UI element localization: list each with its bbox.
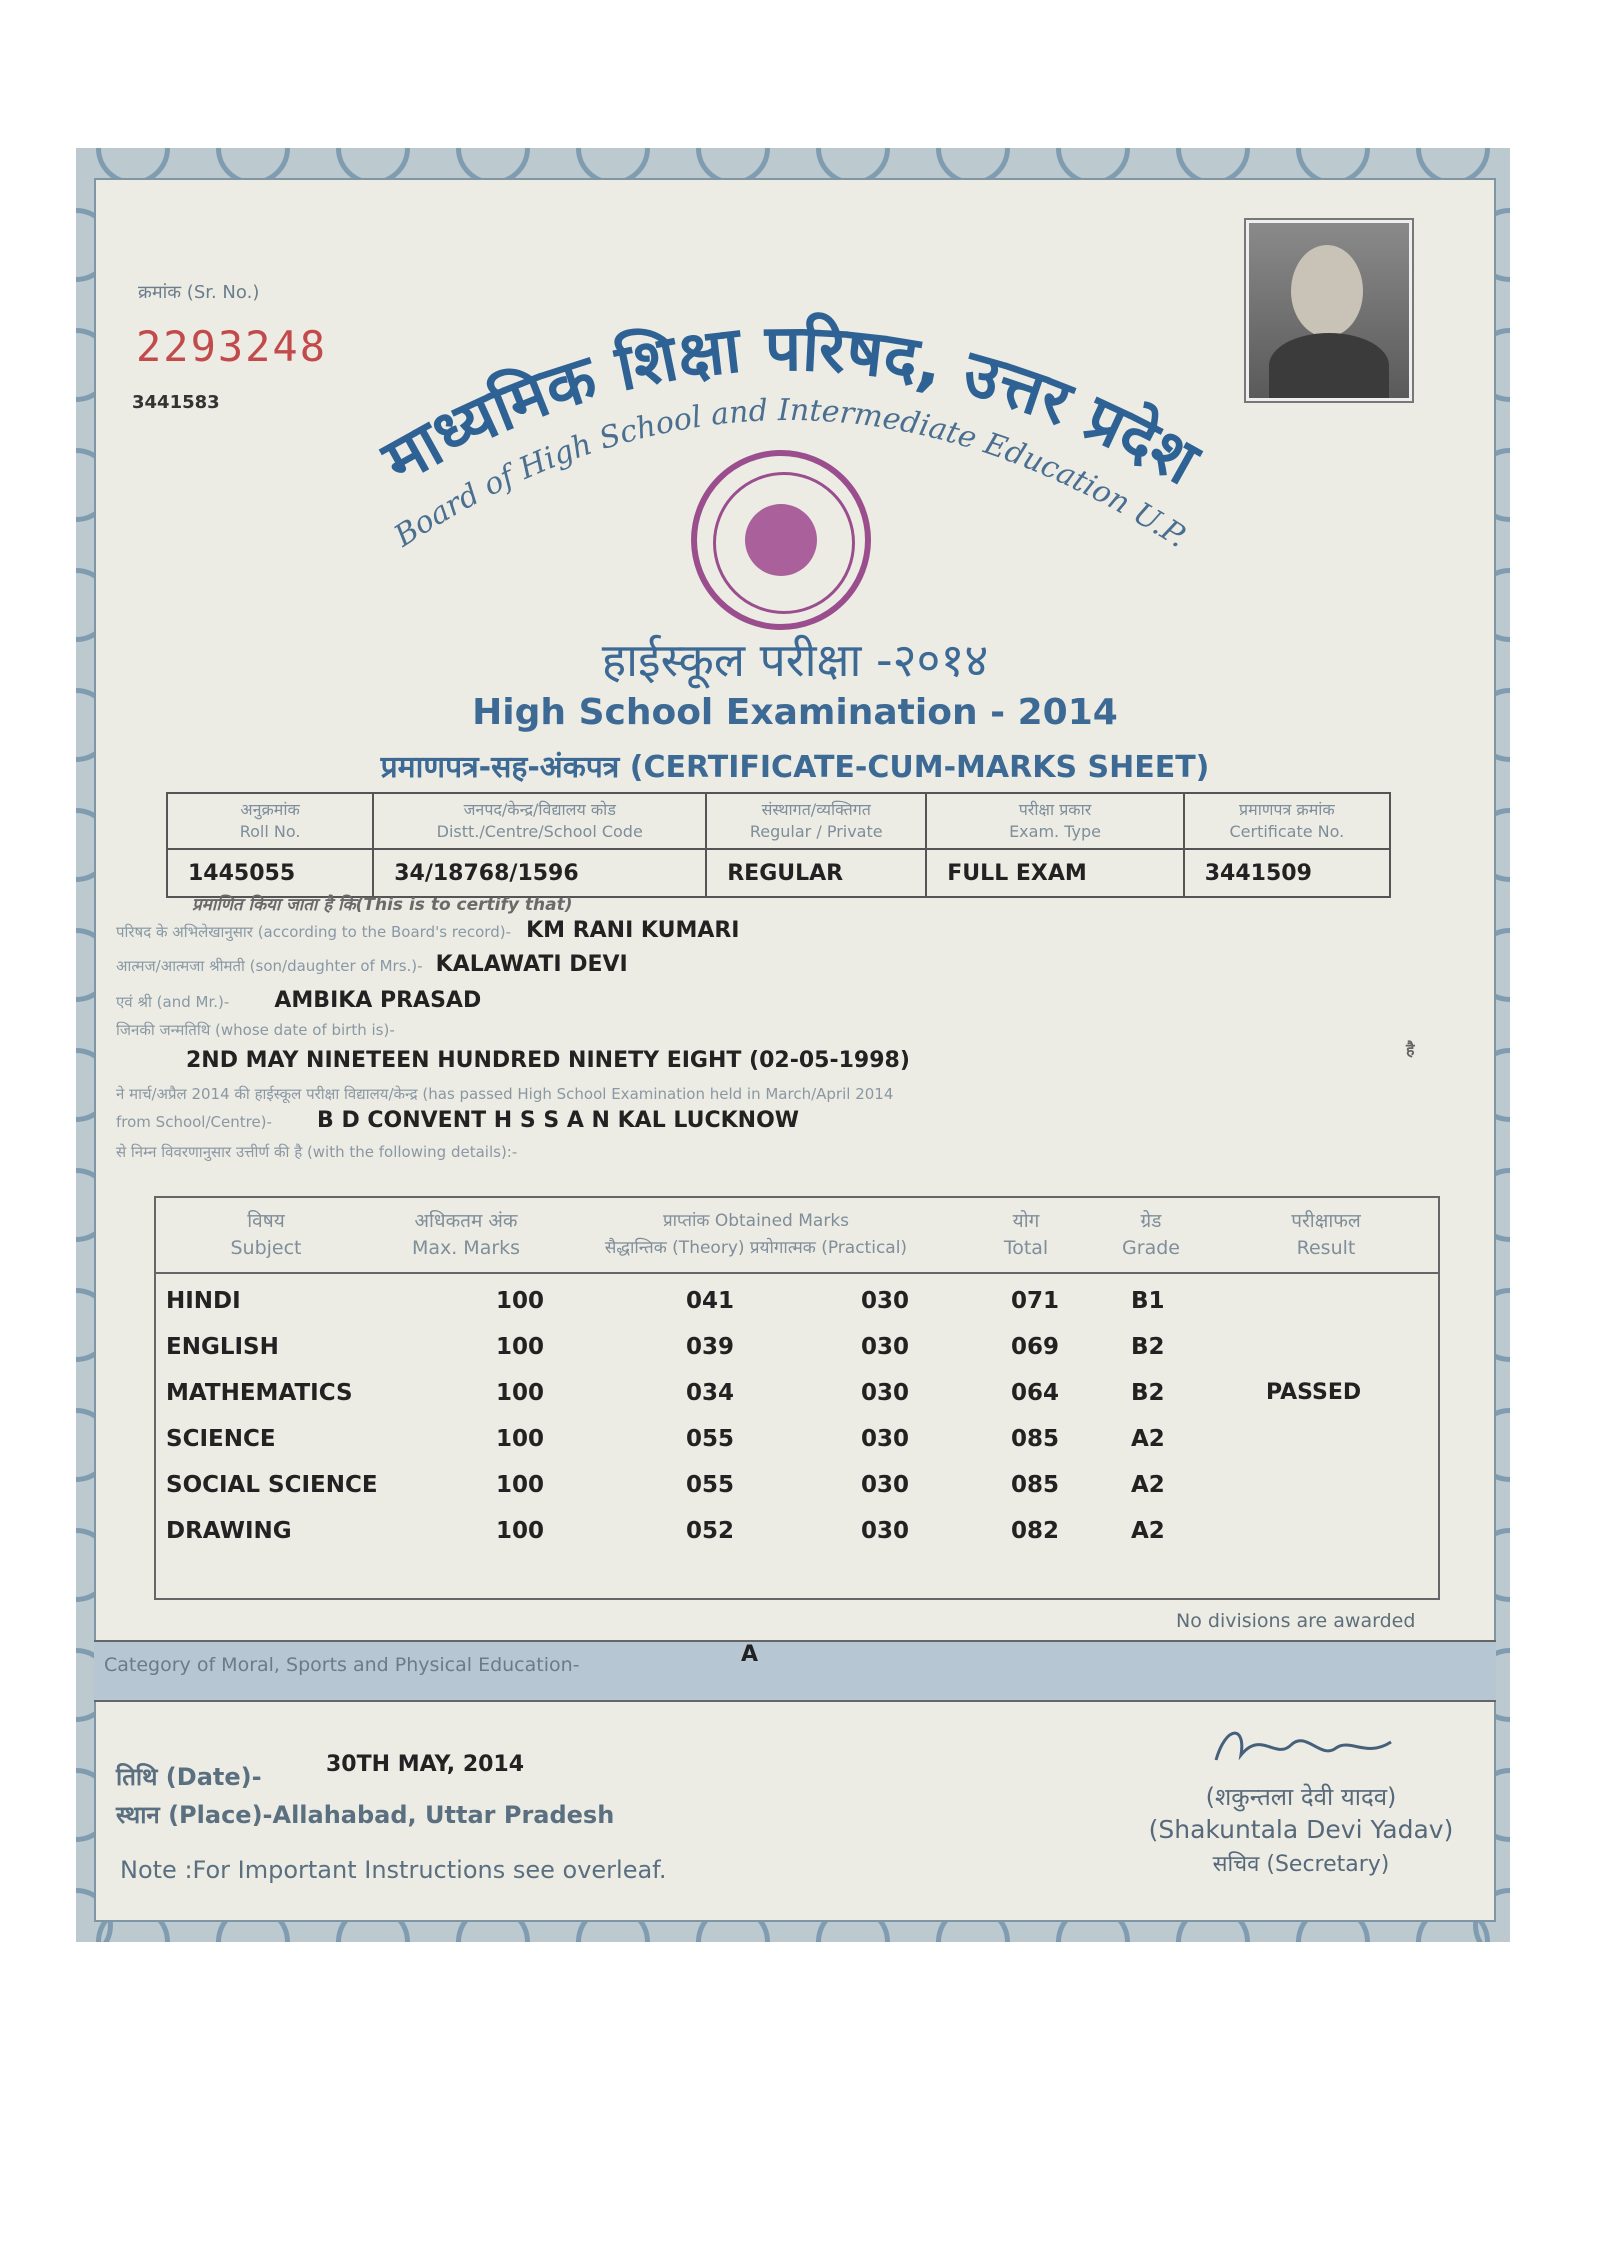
student-name: KM RANI KUMARI [526,918,740,943]
total-header: योग Total [1003,1210,1049,1259]
mother-name-line [116,952,628,977]
grade-cell: B1 [1131,1288,1165,1314]
certificate-document [76,148,1510,1942]
max-marks-header: अधिकतम अंक Max. Marks [411,1210,521,1259]
place-line [116,1798,614,1831]
secretary-signature [1206,1720,1406,1780]
grade-cell: A2 [1131,1472,1165,1498]
max-marks-cell: 100 [496,1380,545,1406]
exam-title-english: High School Examination - 2014 [472,692,1118,733]
certificate-no-value: 3441509 [1184,849,1390,897]
grade-cell: A2 [1131,1426,1165,1452]
marks-row [156,1472,1438,1518]
passed-exam-label: ने मार्च/अप्रैल 2014 की हाईस्कूल परीक्षा विद्यालय/केन्द्र (has passed High School Examination held in March/April 2014 [116,1085,894,1103]
total-marks-cell: 064 [1011,1380,1060,1406]
father-name-line [116,988,481,1013]
category-value: A [741,1642,759,1667]
grade-cell: B2 [1131,1334,1165,1360]
theory-marks-cell: 055 [686,1426,735,1452]
theory-marks-cell: 055 [686,1472,735,1498]
marks-row [156,1380,1438,1426]
practical-marks-cell: 030 [861,1426,910,1452]
details-label: से निम्न विवरणानुसार उत्तीर्ण की है (with the following details):- [116,1143,518,1161]
regular-private-value: REGULAR [706,849,926,897]
theory-marks-cell: 052 [686,1518,735,1544]
signatory-name-english: (Shakuntala Devi Yadav) [1148,1815,1454,1844]
serial-sub-number: 3441583 [132,392,220,413]
date-label: तिथि (Date)- [116,1763,262,1791]
max-marks-cell: 100 [496,1518,545,1544]
roll-no-value: 1445055 [167,849,373,897]
board-english-name: Board of High School and Intermediate Education U.P. [388,392,1194,555]
school-line [116,1108,799,1133]
practical-marks-cell: 030 [861,1380,910,1406]
certify-intro: प्रमाणित किया जाता है कि(This is to certify that) [192,895,573,915]
practical-marks-cell: 030 [861,1334,910,1360]
theory-marks-cell: 034 [686,1380,735,1406]
result-value: PASSED [1266,1380,1362,1405]
max-marks-cell: 100 [496,1426,545,1452]
max-marks-cell: 100 [496,1472,545,1498]
serial-label: क्रमांक (Sr. No.) [138,282,260,303]
subject-cell: HINDI [166,1288,241,1314]
place-value: Allahabad, Uttar Pradesh [272,1801,615,1829]
practical-marks-cell: 030 [861,1288,910,1314]
marks-row [156,1288,1438,1334]
marks-row [156,1334,1438,1380]
result-header: परीक्षाफल Result [1291,1210,1361,1259]
grade-cell: B2 [1131,1380,1165,1406]
exam-type-header: परीक्षा प्रकार Exam. Type [926,793,1183,849]
total-marks-cell: 085 [1011,1472,1060,1498]
max-marks-cell: 100 [496,1334,545,1360]
subject-cell: SCIENCE [166,1426,276,1452]
total-marks-cell: 085 [1011,1426,1060,1452]
serial-number: 2293248 [136,322,328,371]
max-marks-cell: 100 [496,1288,545,1314]
subject-cell: SOCIAL SCIENCE [166,1472,378,1498]
father-name: AMBIKA PRASAD [274,988,482,1013]
issue-date: 30TH MAY, 2014 [326,1752,525,1777]
school-code-header: जनपद/केन्द्र/विद्यालय कोड Distt./Centre/School Code [373,793,706,849]
mother-name: KALAWATI DEVI [435,952,628,977]
subject-header: विषय Subject [230,1210,302,1259]
signatory-title: सचिव (Secretary) [1212,1852,1390,1877]
grade-header: ग्रेड Grade [1122,1210,1180,1259]
total-marks-cell: 082 [1011,1518,1060,1544]
grade-cell: A2 [1131,1518,1165,1544]
marks-row [156,1518,1438,1564]
practical-marks-cell: 030 [861,1518,910,1544]
exam-title-hindi: हाईस्कूल परीक्षा -२०१४ [601,633,989,687]
practical-marks-cell: 030 [861,1472,910,1498]
dob-suffix: है [1406,1040,1415,1059]
mother-label: आत्मज/आत्मजा श्रीमती (son/daughter of Mrs.)- [116,957,423,975]
place-label: स्थान (Place)- [116,1801,273,1829]
regular-private-header: संस्थागत/व्यक्तिगत Regular / Private [706,793,926,849]
father-label: एवं श्री (and Mr.)- [116,993,230,1011]
theory-marks-cell: 041 [686,1288,735,1314]
no-divisions-note: No divisions are awarded [1176,1610,1416,1632]
dob-label: जिनकी जन्मतिथि (whose date of birth is)- [116,1021,395,1039]
subject-cell: MATHEMATICS [166,1380,353,1406]
certificate-body [94,178,1496,1922]
theory-marks-cell: 039 [686,1334,735,1360]
subject-cell: ENGLISH [166,1334,279,1360]
total-marks-cell: 071 [1011,1288,1060,1314]
exam-type-value: FULL EXAM [926,849,1183,897]
category-label: Category of Moral, Sports and Physical Education- [104,1654,580,1676]
student-name-line [116,918,740,943]
marks-table [154,1196,1440,1600]
signatory-name-hindi: (शकुन्तला देवी यादव) [1205,1783,1397,1811]
obtained-marks-header: प्राप्तांक Obtained Marks सैद्धान्तिक (Theory) प्रयोगात्मक (Practical) [604,1211,908,1258]
record-label: परिषद के अभिलेखानुसार (according to the Board's record)- [116,923,511,941]
total-marks-cell: 069 [1011,1334,1060,1360]
roll-no-header: अनुक्रमांक Roll No. [167,793,373,849]
instructions-note: Note :For Important Instructions see overleaf. [120,1856,667,1884]
marks-row [156,1426,1438,1472]
school-label: from School/Centre)- [116,1113,272,1131]
school-code-value: 34/18768/1596 [373,849,706,897]
date-of-birth: 2ND MAY NINETEEN HUNDRED NINETY EIGHT (02-05-1998) [186,1048,910,1073]
roll-info-table [166,792,1391,898]
certificate-no-header: प्रमाणपत्र क्रमांक Certificate No. [1184,793,1390,849]
board-hindi-name: माध्यमिक शिक्षा परिषद, उत्तर प्रदेश [371,311,1211,500]
board-seal-emblem [691,450,871,630]
school-name: B D CONVENT H S S A N KAL LUCKNOW [317,1108,800,1133]
subject-cell: DRAWING [166,1518,292,1544]
certificate-title: प्रमाणपत्र-सह-अंकपत्र (CERTIFICATE-CUM-MARKS SHEET) [380,750,1210,785]
